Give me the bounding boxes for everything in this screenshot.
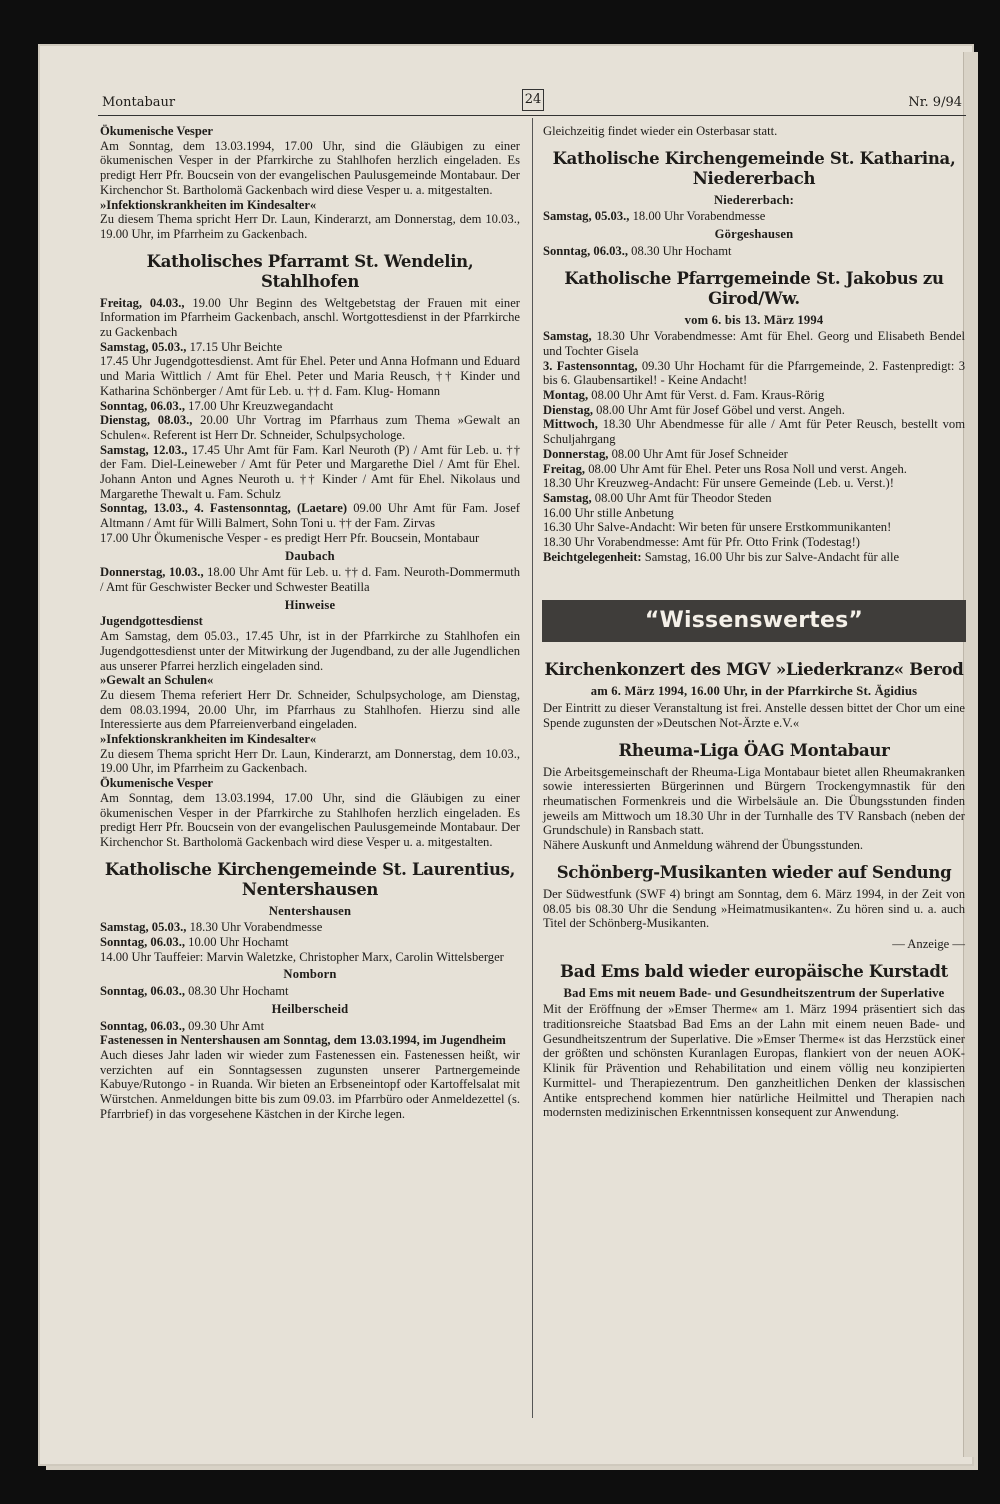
entry-text: 19.00 Uhr Beginn des Weltgebetstag der Frauen mit einer Information im Pfarrheim Gackenbach, anschl. Wortgottesdienst in der Pfarrkirche zu Gackenbach — [100, 295, 520, 340]
entry-text: 18.00 Uhr Amt für Leb. u. †† d. Fam. Neuroth-Dommermuth / Amt für Geschwister Becker und Schwester Beatilla — [100, 565, 520, 594]
paragraph: Zu diesem Thema spricht Herr Dr. Laun, Kinderarzt, am Donnerstag, dem 10.03., 19.00 Uhr, im Pfarrheim zu Gackenbach. — [100, 212, 520, 241]
subheading: Ökumenische Vesper — [100, 124, 214, 138]
schedule-entry — [100, 565, 520, 594]
entry-label: Samstag, 12.03., — [100, 442, 188, 457]
paragraph: Zu diesem Thema spricht Herr Dr. Laun, Kinderarzt, am Donnerstag, dem 10.03., 19.00 Uhr, im Pfarrheim zu Gackenbach. — [100, 746, 520, 776]
schedule-entry — [100, 935, 520, 950]
paragraph: Am Sonntag, dem 13.03.1994, 17.00 Uhr, sind die Gläubigen zu einer ökumenischen Vesper in der Pfarrkirche zu Stahlhofen herzlich eingeladen. Es predigt Herr Pfr. Boucsein von der evangelischen Paulusgemeinde Montabaur. Der Kirchenchor St. Bartholomä Gackenbach wird diese Vesper u. a. mitgestalten. — [100, 138, 520, 197]
paragraph: Die Arbeitsgemeinschaft der Rheuma-Liga Montabaur bietet allen Rheumakranken sowie interessierten Bürgerinnen und Bürgern Trockengymnastik für den rheumatischen Formenkreis und die Wirbelsäule an. Die Übungsstunden finden jeweils am Mittwoch um 18.30 Uhr in der Turnhalle des TV Ransbach (neben der Grundschule) in Ransbach statt. — [543, 764, 965, 838]
entry-text: 10.00 Uhr Hochamt — [185, 935, 289, 950]
entry-text: 18.30 Uhr Vorabendmesse — [186, 920, 323, 935]
article-title: Schönberg-Musikanten wieder auf Sendung — [556, 862, 952, 882]
schedule-entry — [543, 329, 965, 358]
paragraph: 17.45 Uhr Jugendgottesdienst. Amt für Ehel. Peter und Anna Hofmann und Eduard und Maria Wittlich / Amt für Ehel. Peter und Maria Reusch, †† Kinder und Katharina Schönberger / Amt für Leb. u. †† d. Fam. Klug- Homann — [100, 354, 520, 398]
entry-text: 08.00 Uhr Amt für Theodor Steden — [591, 490, 772, 505]
article-title: Rheuma-Liga ÖAG Montabaur — [618, 740, 890, 760]
entry-text: 08.30 Uhr Hochamt — [185, 984, 289, 999]
paragraph: Am Sonntag, dem 13.03.1994, 17.00 Uhr, sind die Gläubigen zu einer ökumenischen Vesper in der Pfarrkirche zu Stahlhofen herzlich eingeladen. Es predigt Herr Pfr. Boucsein von der evangelischen Paulusgemeinde Montabaur. Der Kirchenchor St. Bartholomä Gackenbach wird diese Vesper u. a. mitgestalten. — [100, 790, 520, 849]
page-edge — [963, 52, 977, 1457]
schedule-entry — [543, 359, 965, 388]
entry-label: 3. Fastensonntag, — [543, 358, 638, 373]
entry-text: 18.30 Uhr Vorabendmesse: Amt für Ehel. Georg und Elisabeth Bendel und Tochter Gisela — [543, 329, 965, 358]
schedule-entry — [543, 209, 965, 224]
entry-text: 08.00 Uhr Amt für Ehel. Peter uns Rosa Noll und verst. Angeh. — [585, 461, 907, 476]
subheading: Fastenessen in Nentershausen am Sonntag, dem 13.03.1994, im Jugendheim — [100, 1033, 506, 1048]
issue-number: Nr. 9/94 — [908, 95, 962, 110]
right-column — [543, 124, 965, 1120]
paragraph: 18.30 Uhr Vorabendmesse: Amt für Pfr. Otto Frink (Todestag!) — [543, 535, 860, 550]
subheading: »Gewalt an Schulen« — [100, 673, 214, 688]
paragraph: 16.30 Uhr Salve-Andacht: Wir beten für unsere Erstkommunikanten! — [543, 520, 892, 535]
paragraph: Gleichzeitig findet wieder ein Osterbasar statt. — [543, 124, 778, 138]
entry-text: 17.00 Uhr Kreuzwegandacht — [185, 398, 334, 413]
subheading: »Infektionskrankheiten im Kindesalter« — [100, 732, 317, 747]
page-number: 24 — [522, 89, 544, 111]
entry-label: Donnerstag, — [543, 446, 609, 461]
section-label: Hinweise — [284, 597, 336, 612]
entry-label: Sonntag, 13.03., 4. Fastensonntag, (Laetare) — [100, 501, 348, 516]
subheading: Jugendgottesdienst — [100, 614, 203, 629]
entry-label: Sonntag, 06.03., — [100, 1018, 186, 1033]
entry-text: 08.30 Uhr Hochamt — [628, 243, 732, 258]
entry-text: 09.30 Uhr Hochamt für die Pfarrgemeinde, 2. Fastenpredigt: 3 bis 6. Glaubensartikel! - Keine Andacht! — [543, 358, 965, 388]
schedule-entry — [543, 491, 965, 506]
ad-label: — Anzeige — — [892, 936, 965, 951]
paragraph: 14.00 Uhr Tauffeier: Marvin Waletzke, Christopher Marx, Carolin Wittelsberger — [100, 949, 504, 964]
entry-label: Sonntag, 06.03., — [100, 935, 186, 950]
entry-label: Samstag, 05.03., — [100, 339, 187, 354]
article-title: Bad Ems bald wieder europäische Kurstadt — [560, 961, 948, 981]
schedule-entry — [100, 296, 520, 340]
entry-text: 17.15 Uhr Beichte — [186, 339, 283, 354]
schedule-entry — [543, 388, 965, 403]
section-label: Nomborn — [283, 967, 337, 982]
entry-label: Sonntag, 06.03., — [100, 398, 186, 413]
schedule-entry — [100, 1019, 520, 1034]
schedule-entry — [543, 403, 965, 418]
paragraph: Auch dieses Jahr laden wir wieder zum Fastenessen ein. Fastenessen heißt, wir verzichten auf ein Sonntagsessen zugunsten unserer Partnergemeinde Kabuye/Rutongo - in Ruanda. Wir bieten an Erbseneintopf oder Kartoffelsalat mit Würstchen. Anmeldungen bitte bis zum 09.03. im Pfarrbüro oder Anmeldezettel (s. Pfarrbrief) in das vorgesehene Kästchen in der Kirche legen. — [100, 1047, 520, 1121]
entry-text: 08.00 Uhr Amt für Josef Schneider — [608, 446, 788, 461]
entry-label: Sonntag, 06.03., — [543, 243, 629, 258]
section-label: Niedererbach: — [713, 192, 794, 207]
schedule-entry — [543, 550, 965, 565]
entry-text: 18.30 Uhr Abendmesse für alle / Amt für Peter Reusch, bestellt vom Schuljahrgang — [543, 417, 965, 447]
schedule-entry — [543, 244, 965, 259]
paragraph: Am Samstag, dem 05.03., 17.45 Uhr, ist in der Pfarrkirche zu Stahlhofen ein Jugendgottesdienst unter der Mitwirkung der Jugendband, zu der alle Jugendlichen aus unserer Pfarrei herzlich eingeladen sind. — [100, 629, 520, 673]
paragraph: Mit der Eröffnung der »Emser Therme« am 1. März 1994 präsentiert sich das traditionsreiche Staatsbad Bad Ems an der Lahn mit einem neuen Bade- und Gesundheitszentrum der Superlative. Die »Emser Therme« ist das Herzstück einer der größten und schönsten Kuranlagen Europas, flankiert von der neuen AOK-Klinik für Prävention und Rehabilitation und einem völlig neu konzipierten Kurmittel- und Therapiezentrum. Den ganzheitlichen Denken der klassischen Antike entsprechend kommen hier natürliche Heilmittel und Therapien nach modernsten medizinischen Erkenntnissen konsequent zur Anwendung. — [543, 1002, 965, 1120]
subheading: »Infektionskrankheiten im Kindesalter« — [100, 197, 317, 212]
entry-label: Mittwoch, — [543, 417, 598, 432]
schedule-entry — [100, 501, 520, 530]
article-title: Katholische Kirchengemeinde St. Laurentius, Nentershausen — [104, 859, 516, 899]
schedule-entry — [100, 984, 520, 999]
paragraph: Nähere Auskunft und Anmeldung während der Übungsstunden. — [543, 838, 864, 853]
article-title: Kirchenkonzert des MGV »Liederkranz« Berod — [544, 660, 964, 680]
article-title: Katholisches Pfarramt St. Wendelin, Stahlhofen — [146, 251, 474, 291]
subheading: Ökumenische Vesper — [100, 776, 214, 791]
entry-label: Freitag, — [543, 461, 586, 476]
section-label: am 6. März 1994, 16.00 Uhr, in der Pfarrkirche St. Ägidius — [590, 684, 918, 699]
entry-label: Sonntag, 06.03., — [100, 984, 186, 999]
paragraph: Der Eintritt zu dieser Veranstaltung ist frei. Anstelle dessen bittet der Chor um eine Spende zugunsten der »Deutschen Not-Ärzte e.V.« — [543, 701, 965, 730]
entry-label: Samstag, 05.03., — [543, 209, 630, 224]
header-location: Montabaur — [102, 95, 176, 110]
schedule-entry — [543, 462, 965, 477]
entry-text: 18.00 Uhr Vorabendmesse — [629, 209, 766, 224]
section-label: Heilberscheid — [271, 1001, 349, 1016]
paragraph: 17.00 Uhr Ökumenische Vesper - es predigt Herr Pfr. Boucsein, Montabaur — [100, 530, 480, 545]
schedule-entry — [100, 340, 520, 355]
entry-label: Dienstag, 08.03., — [100, 413, 193, 428]
entry-label: Montag, — [543, 388, 589, 403]
entry-label: Donnerstag, 10.03., — [100, 565, 204, 580]
paragraph: 18.30 Uhr Kreuzweg-Andacht: Für unsere Gemeinde (Leb. u. Verst.)! — [543, 476, 894, 491]
entry-label: Beichtgelegenheit: — [543, 549, 642, 564]
entry-text: 09.30 Uhr Amt — [185, 1018, 265, 1033]
schedule-entry — [100, 413, 520, 442]
entry-text: 20.00 Uhr Vortrag im Pfarrhaus zum Thema »Gewalt an Schulen«. Referent ist Herr Dr. Schneider, Schulpsychologe. — [100, 413, 520, 442]
section-label: Nentershausen — [268, 903, 352, 918]
paragraph: Der Südwestfunk (SWF 4) bringt am Sonntag, dem 6. März 1994, in der Zeit von 08.05 bis 08.30 Uhr die Sendung »Heimatmusikanten«. Zu hören sind u. a. auch Titel der Schönberg-Musikanten. — [543, 886, 965, 931]
article-title: Katholische Kirchengemeinde St. Katharina, Niedererbach — [552, 148, 956, 188]
left-column — [100, 124, 520, 1121]
entry-label: Samstag, 05.03., — [100, 920, 187, 935]
article-title: Katholische Pfarrgemeinde St. Jakobus zu Girod/Ww. — [564, 268, 944, 308]
entry-text: 17.45 Uhr Amt für Fam. Karl Neuroth (P) / Amt für Leb. u. †† der Fam. Diel-Leineweber / Amt für Peter und Margarethe Diel / Amt für Ehel. Johann Anton und Agnes Neuroth u. †† Kinder / Amt für Ehel. Nikolaus und Margarethe Thewalt u. Fam. Schulz — [100, 442, 520, 501]
entry-label: Samstag, — [543, 329, 592, 344]
entry-label: Dienstag, — [543, 402, 594, 417]
schedule-entry — [100, 920, 520, 935]
schedule-entry — [100, 399, 520, 414]
section-label: vom 6. bis 13. März 1994 — [684, 312, 824, 327]
entry-text: 08.00 Uhr Amt für Josef Göbel und verst. Angeh. — [593, 402, 845, 417]
section-label: Görgeshausen — [714, 227, 794, 242]
entry-label: Samstag, — [543, 490, 592, 505]
section-label: Daubach — [285, 548, 335, 563]
section-banner: “Wissenswertes” — [542, 600, 966, 642]
section-label: Bad Ems mit neuem Bade- und Gesundheitszentrum der Superlative — [563, 985, 945, 1000]
entry-text: Samstag, 16.00 Uhr bis zur Salve-Andacht für alle — [641, 549, 900, 564]
schedule-entry — [543, 447, 965, 462]
entry-text: 09.00 Uhr Amt für Fam. Josef Altmann / Amt für Willi Balmert, Sohn Toni u. †† der Fam. Zirvas — [100, 501, 520, 531]
paragraph: 16.00 Uhr stille Anbetung — [543, 505, 674, 520]
entry-text: 08.00 Uhr Amt für Verst. d. Fam. Kraus-Rörig — [588, 388, 825, 403]
schedule-entry — [543, 417, 965, 446]
paragraph: Zu diesem Thema referiert Herr Dr. Schneider, Schulpsychologe, am Dienstag, dem 08.03.1994, 20.00 Uhr, im Pfarrhaus zu Stahlhofen. Hierzu sind alle Interessierte aus dem Pfarreienverband eingeladen. — [100, 687, 520, 732]
schedule-entry — [100, 443, 520, 502]
entry-label: Freitag, 04.03., — [100, 295, 185, 310]
page-header — [98, 92, 966, 116]
